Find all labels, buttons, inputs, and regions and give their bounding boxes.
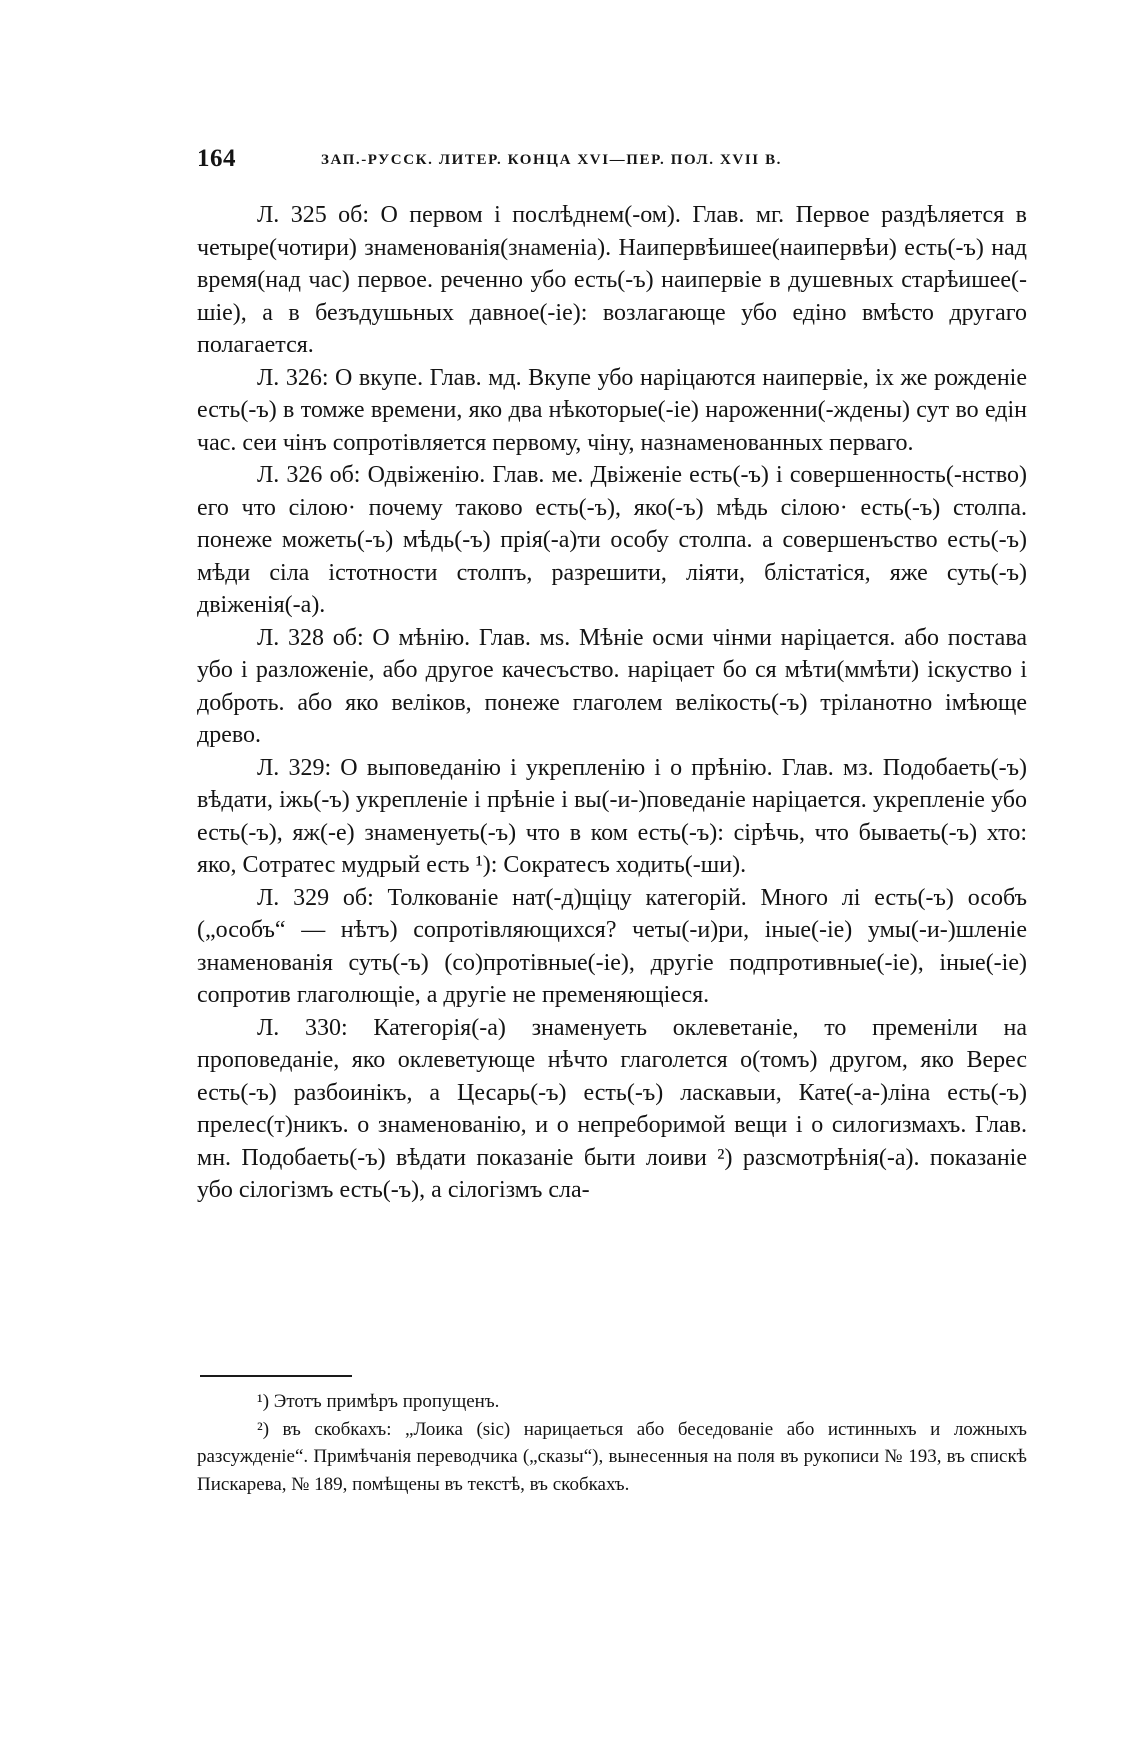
footnotes bbox=[197, 1388, 1027, 1498]
body-text bbox=[197, 199, 1027, 1207]
running-head: ЗАП.-РУССК. ЛИТЕР. КОНЦА XVI—ПЕР. ПОЛ. XVII В. bbox=[321, 152, 783, 168]
paragraph-l326ob: Л. 326 об: Одвіженію. Глав. ме. Двіженіе есть(-ъ) і совершенность(-нство) его что сілою· почему таково есть(-ъ), яко(-ъ) мѣдь сілою· есть(-ъ) столпа. понеже можеть(-ъ) мѣдь(-ъ) прія(-а)ти особу столпа. а совершенъство есть(-ъ) мѣди сіла істотности столпъ, разрешити, ліяти, блістатіся, яже суть(-ъ) двіженія(-а). bbox=[197, 462, 1027, 618]
footnote-divider bbox=[200, 1375, 352, 1377]
footnote-1: ¹) Этотъ примѣръ пропущенъ. bbox=[257, 1391, 500, 1412]
paragraph-l330: Л. 330: Категорія(-а) знаменуеть оклеветаніе, то пременіли на проповеданіе, яко оклеветующе нѣчто глаголется о(томъ) другом, яко Верес есть(-ъ) разбоинікъ, а Цесарь(-ъ) есть(-ъ) ласкавыи, Кате(-а-)ліна есть(-ъ) прелес(т)никъ. о знаменованію, и о непреборимой вещи і о силогизмахъ. Глав. мн. Подобаеть(-ъ) вѣдати показаніе быти лоиви ²) разсмотрѣнія(-а). показаніе убо сілогізмъ есть(-ъ), а сілогізмъ сла- bbox=[197, 1014, 1027, 1203]
paragraph-l328ob: Л. 328 об: О мѣнію. Глав. мѕ. Мѣніе осми чінми наріцается. або постава убо і разложеніе, або другое качесъство. наріцает бо ся мѣти(ммѣти) іскуство і доброть. або яко веліков, понеже глаголем велікость(-ъ) тріланотно імѣюще древо. bbox=[197, 624, 1027, 748]
page-number: 164 bbox=[197, 145, 236, 172]
paragraph-l325ob: Л. 325 об: О первом і послѣднем(-ом). Глав. мг. Первое раздѣляется в четыре(чотири) знаменованія(знаменіа). Наипервѣишее(наиперв⁠ѣи) есть(-ъ) над время(над час) первое. реченно убо есть(-ъ) наипервіе в душевных старѣишее(-шіе), а в безъдушьных давное(-іе): возлагающе убо едіно вмѣсто другаго полагается. bbox=[197, 202, 1027, 358]
paragraph-l329: Л. 329: О выповеданію і укрепленію і о прѣнію. Глав. мз. Подобаеть(-ъ) вѣдати, іжь(-ъ) укрепленіе і прѣніе і вы(-и-)поведаніе наріцается. укрепленіе убо есть(-ъ), яж(-е) знаменуеть(-ъ) что в ком есть(-ъ): сірѣчь, что бываеть(-ъ) хто: яко, Сотратес мудрый есть ¹): Сократесъ ходить(-ши). bbox=[197, 754, 1027, 878]
paragraph-l329ob: Л. 329 об: Толкованіе нат(-д)щіцу категорій. Много лі есть(-ъ) особъ („особъ“ — нѣтъ) сопротівляющихся? четы(-и)ри, іные(-іе) умы(-и-)шленіе знаменованія суть(-ъ) (со)протівные(-іе), другіе подпротивные(-іе), іные(-іе) сопротив глаголющіе, а другіе не пременяющіеся. bbox=[197, 884, 1027, 1008]
page-header bbox=[197, 144, 957, 174]
footnote-2: ²) въ скобкахъ: „Лоика (sic) нарицаеться або беседованіе або истинныхъ и ложныхъ разсужденіе“. Примѣчанія переводчика („сказы“), вынесенныя на поля въ рукописи № 193, въ спискѣ Пискарева, № 189, помѣщены въ текстѣ, въ скобкахъ. bbox=[197, 1418, 1027, 1495]
paragraph-l326: Л. 326: О вкупе. Глав. мд. Вкупе убо наріцаются наипервіе, іх же рожденіе есть(-ъ) в томже времени, яко два нѣкоторые(-іе) нароженни(-ждены) сут во едін час. сеи чінъ сопротівляется первому, чіну, назнаменованных перваго. bbox=[197, 364, 1027, 456]
